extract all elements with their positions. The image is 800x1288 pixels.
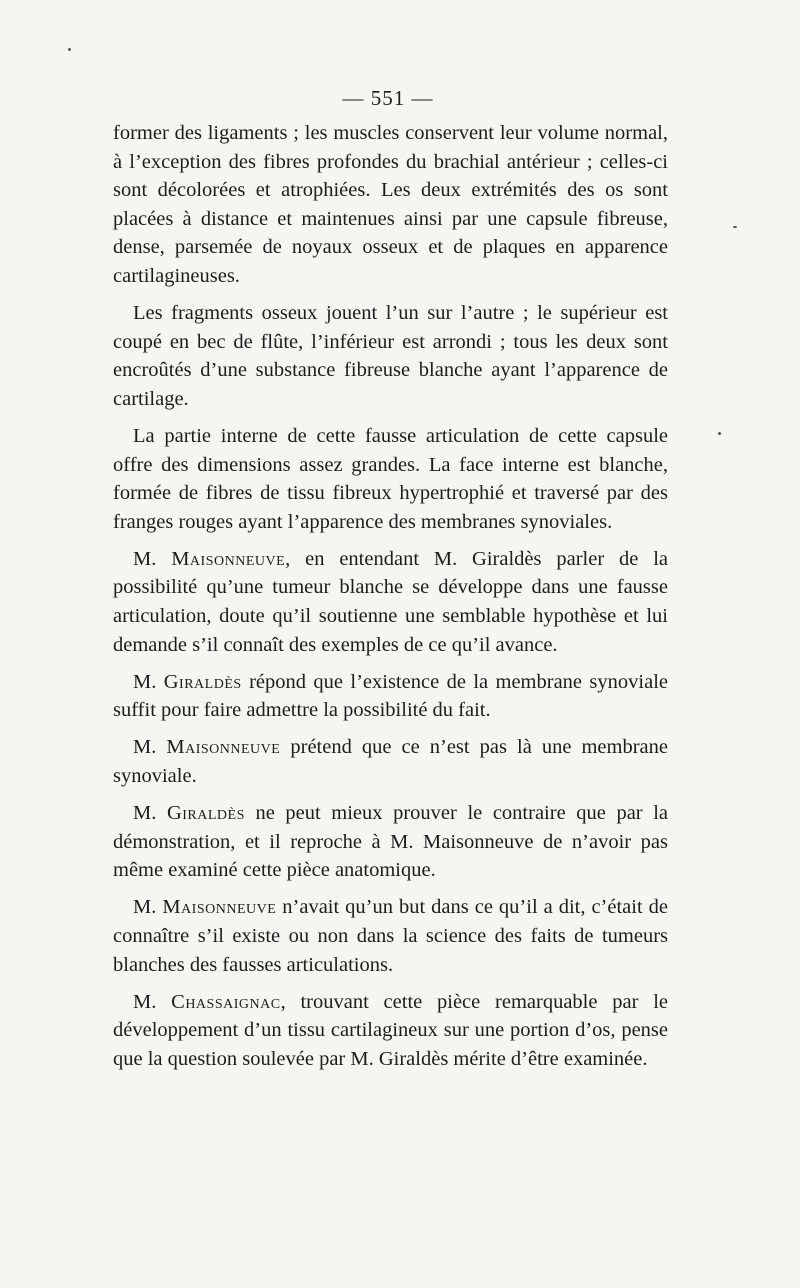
paragraph-text: répond que l’existence de la membrane synoviale suffit pour faire admettre la possibilité du fait. [113, 670, 668, 722]
paragraph-text: ne peut mieux prouver le contraire que par la démonstration, et il reproche à M. Maisonneuve de n’avoir pas même examiné cette pièce anatomique. [113, 802, 669, 882]
paper-speck [68, 48, 71, 51]
speaker-prefix: M. [133, 896, 163, 919]
speaker-name: Giraldès [163, 670, 242, 693]
paragraph-text: , en entendant M. Giraldès parler de la possibilité qu’une tumeur blanche se développe dans une fausse articulation, doute qu’il soutienne une semblable hypothèse et lui demande s’il connaît des exemples de ce qu’il avance. [113, 547, 668, 656]
paragraph [113, 119, 668, 291]
speaker-prefix: M. [133, 547, 172, 570]
paragraph [113, 893, 668, 979]
speaker-name: Maisonneuve [166, 736, 281, 759]
paper-speck [733, 226, 737, 228]
speaker-name: Maisonneuve [171, 547, 286, 570]
paragraph-text: n’avait qu’un but dans ce qu’il a dit, c’était de connaître s’il existe ou non dans la science des faits de tumeurs blanches des fausses articulations. [113, 896, 668, 976]
paragraph [113, 668, 668, 725]
paragraph [113, 988, 668, 1074]
paragraph-text: former des ligaments ; les muscles conservent leur volume normal, à l’exception des fibres profondes du brachial antérieur ; celles-ci sont décolorées et atrophiées. Les deux extrémités des os sont placées à distance et maintenues ainsi par une capsule fibreuse, dense, parsemée de noyaux osseux et de plaques en apparence cartilagineuses. [113, 122, 668, 287]
paragraph-text: La partie interne de cette fausse articulation de cette capsule offre des dimensions assez grandes. La face interne est blanche, formée de fibres de tissu fibreux hypertrophié et traversé par des franges rouges ayant l’apparence des membranes synoviales. [113, 424, 668, 533]
speaker-name: Giraldès [166, 802, 245, 825]
speaker-name: Chassaignac [171, 990, 281, 1013]
speaker-prefix: M. [133, 736, 167, 759]
body-text [113, 119, 668, 1082]
paragraph-text: Les fragments osseux jouent l’un sur l’autre ; le supérieur est coupé en bec de flûte, l’inférieur est arrondi ; tous les deux sont encroûtés d’une substance fibreuse blanche ayant l’apparence de cartilage. [113, 302, 668, 410]
speaker-name: Maisonneuve [162, 896, 277, 919]
paragraph [113, 299, 668, 413]
paragraph-text: , trouvant cette pièce remarquable par le développement d’un tissu cartilagineux sur une portion d’os, pense que la question soulevée par M. Giraldès mérite d’être examinée. [113, 990, 668, 1070]
paragraph [113, 422, 668, 536]
paragraph [113, 799, 668, 885]
paper-speck [718, 432, 721, 435]
speaker-prefix: M. [133, 990, 172, 1013]
paragraph [113, 545, 668, 659]
page-number: — 551 — [342, 86, 434, 110]
paragraph-text: prétend que ce n’est pas là une membrane synoviale. [113, 736, 668, 787]
paragraph [113, 733, 668, 790]
speaker-prefix: M. [133, 802, 167, 825]
speaker-prefix: M. [133, 670, 164, 693]
